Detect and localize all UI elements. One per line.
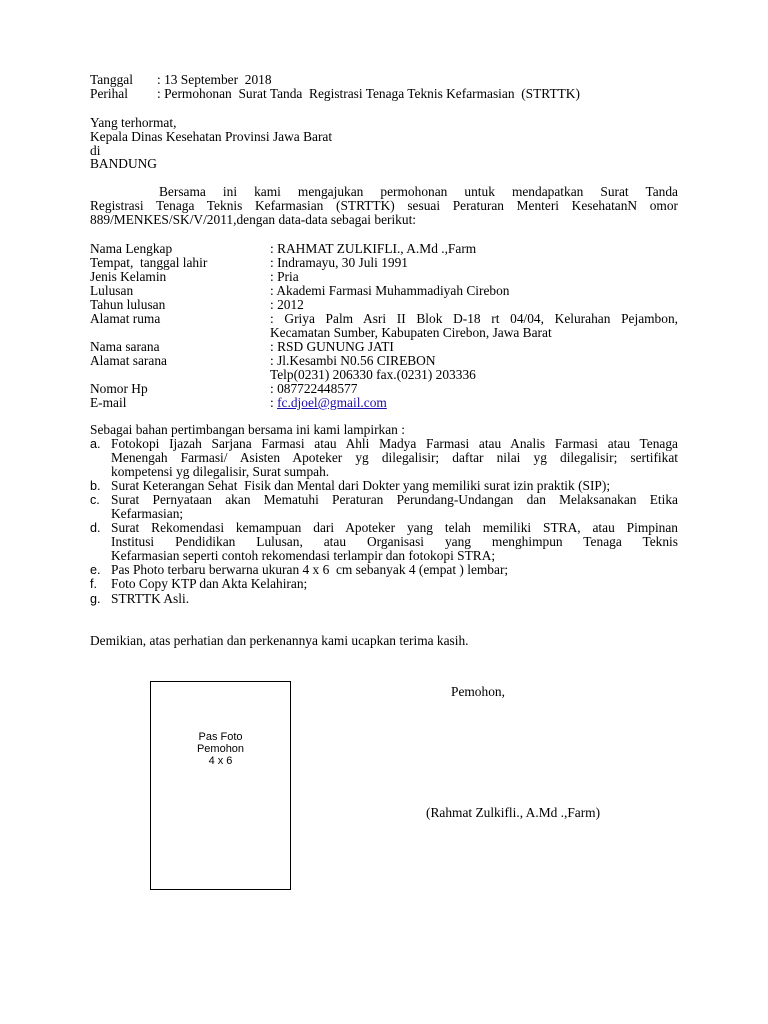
attachment-b-line-1: Surat Keterangan Sehat Fisik dan Mental dari Dokter yang memiliki surat izin praktik (SIP); — [111, 478, 611, 493]
attachment-d-line-3: Kefarmasian seperti contoh rekomendasi terlampir dan fotokopi STRA; — [111, 548, 496, 563]
attachment-d-letter: d. — [90, 521, 101, 535]
subject-value: : Permohonan Surat Tanda Registrasi Tenaga Teknis Kefarmasian (STRTTK) — [157, 86, 580, 101]
attachment-c-line-1: Surat Pernyataan akan Mematuhi Peraturan Perundang-Undangan dan Melaksanakan Etika — [111, 492, 678, 507]
attachments-intro: Sebagai bahan pertimbangan bersama ini kami lampirkan : — [90, 422, 405, 437]
field-label-alamat-sarana: Alamat sarana — [90, 353, 167, 368]
photo-box — [150, 681, 291, 890]
recipient-city: BANDUNG — [90, 156, 157, 171]
field-value-lulusan: : Akademi Farmasi Muhammadiyah Cirebon — [270, 283, 510, 298]
date-value: : 13 September 2018 — [157, 72, 272, 87]
attachment-c-line-2: Kefarmasian; — [111, 506, 184, 521]
email-link[interactable]: fc.djoel@gmail.com — [277, 395, 387, 410]
attachment-a-line-2: Menengah Farmasi/ Asisten Apoteker yg dilegalisir; daftar nilai yg dilegalisir; sertifikat — [111, 450, 678, 465]
field-label-sarana: Nama sarana — [90, 339, 160, 354]
field-value-alamat-2: Kecamatan Sumber, Kabupaten Cirebon, Jawa Barat — [270, 325, 552, 340]
field-value-tahun: : 2012 — [270, 297, 304, 312]
attachment-a-line-3: kompetensi yg dilegalisir, Surat sumpah. — [111, 464, 330, 479]
email-colon: : — [270, 395, 278, 410]
attachment-d-line-1: Surat Rekomendasi kemampuan dari Apoteker yang telah memiliki STRA, atau Pimpinan — [111, 520, 678, 535]
attachment-b-letter: b. — [90, 479, 101, 493]
field-label-tahun: Tahun lulusan — [90, 297, 166, 312]
photo-box-line-3: 4 x 6 — [208, 755, 233, 767]
field-value-ttl: : Indramayu, 30 Juli 1991 — [270, 255, 408, 270]
field-value-alamat-sarana-1: : Jl.Kesambi N0.56 CIREBON — [270, 353, 436, 368]
photo-box-label — [151, 731, 290, 767]
field-value-jk: : Pria — [270, 269, 299, 284]
field-label-jk: Jenis Kelamin — [90, 269, 167, 284]
field-label-hp: Nomor Hp — [90, 381, 148, 396]
attachment-g-letter: g. — [90, 592, 101, 606]
attachment-a-letter: a. — [90, 437, 101, 451]
field-value-email-row — [270, 396, 387, 410]
subject-label: Perihal — [90, 86, 128, 101]
field-value-nama: : RAHMAT ZULKIFLI., A.Md .,Farm — [270, 241, 477, 256]
attachment-f-line-1: Foto Copy KTP dan Akta Kelahiran; — [111, 576, 308, 591]
attachment-c-letter: c. — [90, 493, 100, 507]
attachment-g-line-1: STRTTK Asli. — [111, 591, 190, 606]
field-label-lulusan: Lulusan — [90, 283, 134, 298]
applicant-label: Pemohon, — [451, 684, 505, 699]
field-value-hp: : 087722448577 — [270, 381, 358, 396]
recipient-di: di — [90, 143, 101, 158]
attachment-e-letter: e. — [90, 563, 101, 577]
field-label-email: E-mail — [90, 395, 127, 410]
intro-line-1: Bersama ini kami mengajukan permohonan untuk mendapatkan Surat Tanda — [159, 184, 678, 199]
closing-text: Demikian, atas perhatian dan perkenannya kami ucapkan terima kasih. — [90, 633, 469, 648]
field-value-alamat-sarana-2: Telp(0231) 206330 fax.(0231) 203336 — [270, 367, 476, 382]
field-label-nama: Nama Lengkap — [90, 241, 173, 256]
field-value-sarana: : RSD GUNUNG JATI — [270, 339, 394, 354]
attachment-f-letter: f. — [90, 577, 97, 591]
intro-line-2: Registrasi Tenaga Teknis Kefarmasian (STRTTK) sesuai Peraturan Menteri KesehatanN omor — [90, 198, 678, 213]
recipient: Kepala Dinas Kesehatan Provinsi Jawa Barat — [90, 129, 333, 144]
greeting: Yang terhormat, — [90, 115, 177, 130]
field-value-alamat-1: : Griya Palm Asri II Blok D-18 rt 04/04, Kelurahan Pejambon, — [270, 311, 678, 326]
attachment-a-line-1: Fotokopi Ijazah Sarjana Farmasi atau Ahli Madya Farmasi atau Analis Farmasi atau Tenaga — [111, 436, 678, 451]
field-label-alamat: Alamat ruma — [90, 311, 161, 326]
intro-line-3: 889/MENKES/SK/V/2011,dengan data-data sebagai berikut: — [90, 212, 417, 227]
photo-box-line-2: Pemohon — [196, 743, 245, 755]
field-label-ttl: Tempat, tanggal lahir — [90, 255, 208, 270]
date-label: Tanggal — [90, 72, 133, 87]
attachment-e-line-1: Pas Photo terbaru berwarna ukuran 4 x 6 cm sebanyak 4 (empat ) lembar; — [111, 562, 509, 577]
applicant-name: (Rahmat Zulkifli., A.Md .,Farm) — [426, 805, 601, 820]
photo-box-line-1: Pas Foto — [198, 731, 243, 743]
attachment-d-line-2: Institusi Pendidikan Lulusan, atau Organisasi yang menghimpun Tenaga Teknis — [111, 534, 678, 549]
